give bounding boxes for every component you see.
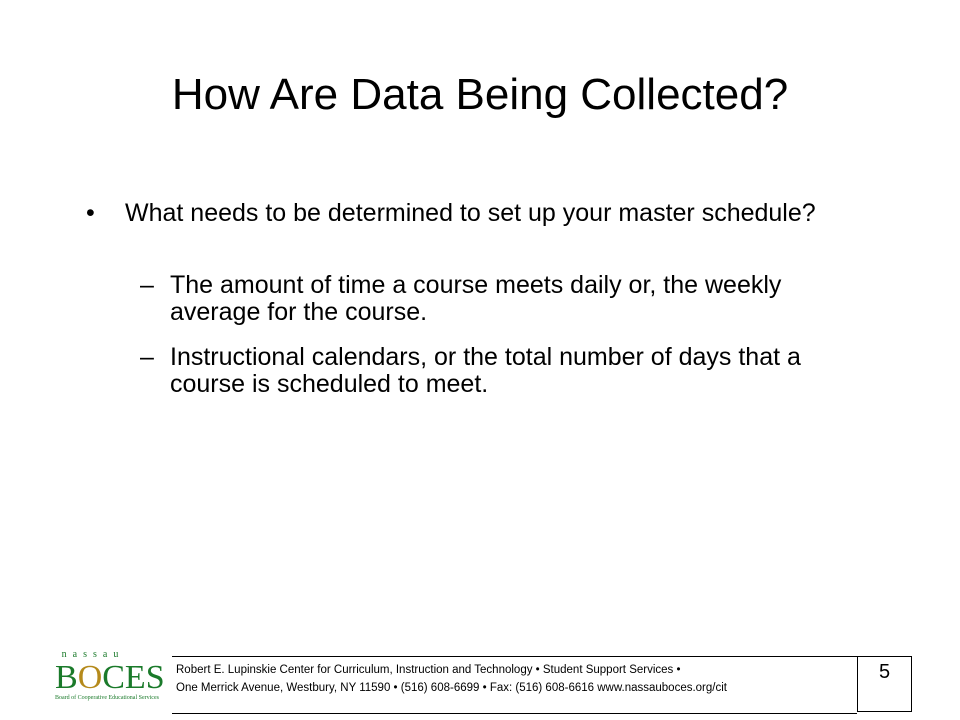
page-number: 5 (878, 661, 891, 683)
sub-bullet-marker: – (140, 343, 154, 371)
bullet-text: What needs to be determined to set up your master schedule? (125, 199, 816, 227)
slide-footer (0, 650, 960, 714)
boces-logo (55, 649, 165, 705)
sub-bullet-text: The amount of time a course meets daily or, the weekly average for the course. (170, 271, 782, 326)
logo-boces-text: BOCES (55, 659, 165, 696)
footer-line-1: Robert E. Lupinskie Center for Curriculum, Instruction and Technology • Student Support Services • (176, 664, 681, 676)
slide-title: How Are Data Being Collected? (171, 70, 789, 119)
page-number-box (857, 656, 912, 712)
footer-address-box (172, 656, 857, 714)
bullet-marker: • (86, 199, 95, 227)
logo-nassau-text: nassau (61, 649, 125, 660)
logo-subtitle: Board of Cooperative Educational Services (55, 695, 159, 701)
footer-line-2: One Merrick Avenue, Westbury, NY 11590 • (516) 608-6699 • Fax: (516) 608-6616 www.nassauboces.org/cit (176, 682, 727, 694)
sub-bullet-marker: – (140, 271, 154, 299)
sub-bullet-text: Instructional calendars, or the total number of days that a course is scheduled to meet. (170, 343, 801, 398)
